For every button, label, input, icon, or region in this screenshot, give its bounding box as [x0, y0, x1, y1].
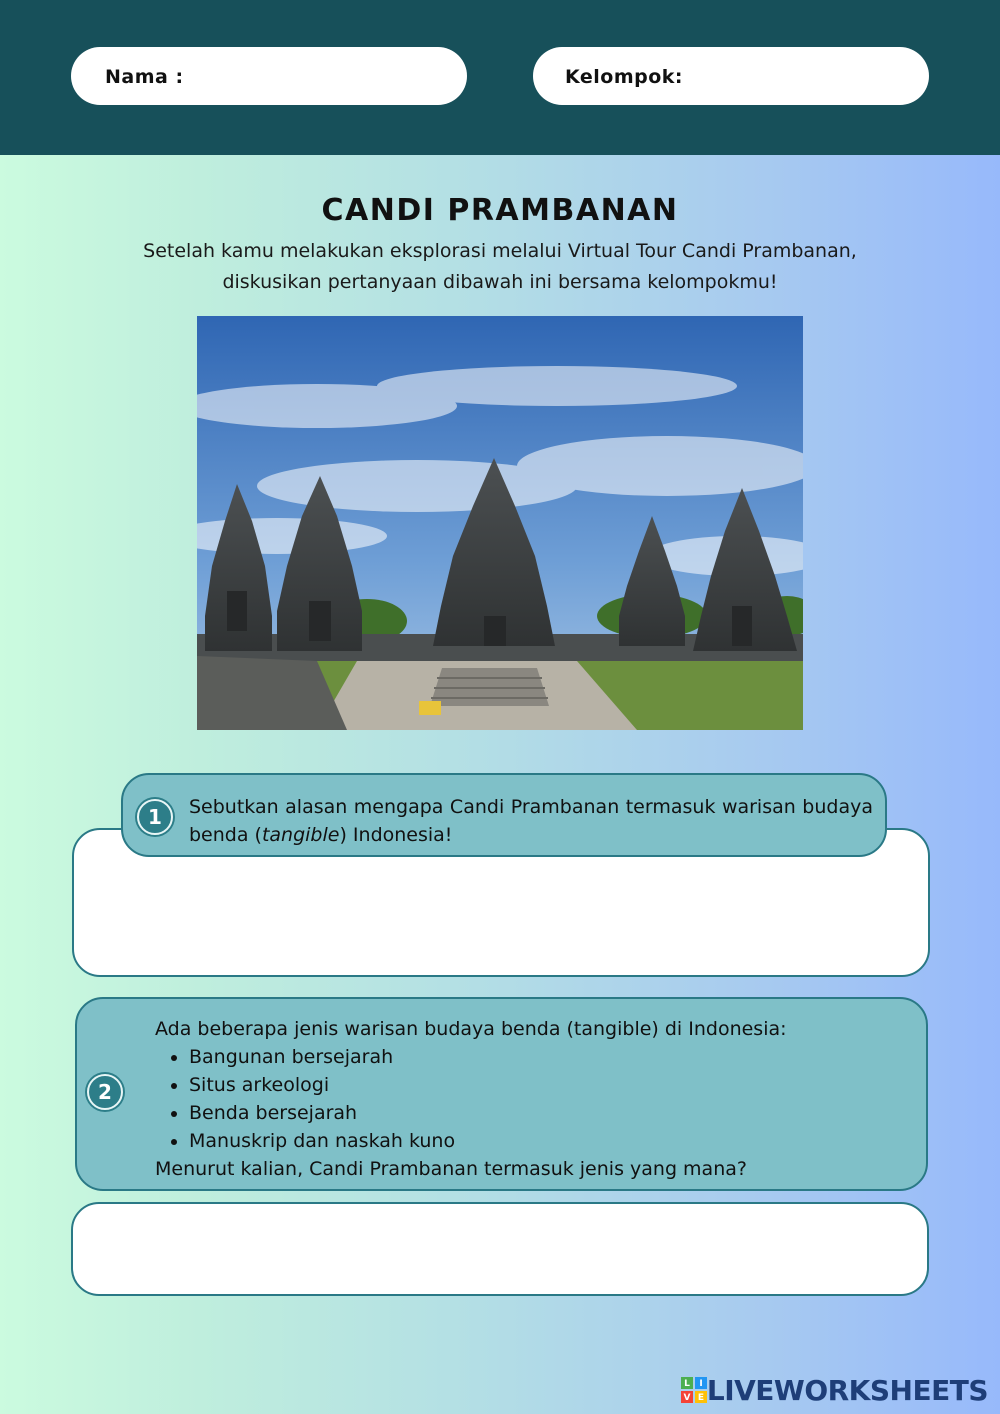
question-2-intro: Ada beberapa jenis warisan budaya benda (tangible) di Indonesia:: [155, 1018, 787, 1040]
page-title: CANDI PRAMBANAN: [321, 193, 679, 228]
logo-tiles-icon: [681, 1377, 707, 1403]
instructions-line-1: Setelah kamu melakukan eksplorasi melalui Virtual Tour Candi Prambanan,: [143, 240, 857, 262]
prambanan-temple-photo: [197, 316, 803, 730]
heritage-type-list: [155, 1043, 915, 1155]
kelompok-label: Kelompok:: [565, 66, 684, 88]
svg-text:V: V: [683, 1393, 691, 1403]
question-1-text: Sebutkan alasan mengapa Candi Prambanan termasuk warisan budaya benda (tangible) Indonesia!: [189, 796, 873, 846]
question-2-text: [155, 1015, 915, 1183]
kelompok-field[interactable]: [533, 47, 929, 105]
svg-text:I: I: [699, 1379, 703, 1389]
logo-text: LIVEWORKSHEETS: [706, 1373, 988, 1407]
header-bar: [0, 0, 1000, 155]
instructions-line-2: diskusikan pertanyaan dibawah ini bersama kelompokmu!: [222, 271, 778, 293]
question-1-box: [121, 773, 887, 857]
list-item: • Benda bersejarah: [189, 1099, 915, 1127]
list-item: • Bangunan bersejarah: [189, 1043, 915, 1071]
question-2-number-badge: 2: [87, 1074, 123, 1110]
instructions: [100, 236, 900, 298]
list-item: • Situs arkeologi: [189, 1071, 915, 1099]
question-2-box: [75, 997, 928, 1191]
nama-label: Nama :: [105, 66, 184, 88]
svg-text:E: E: [697, 1393, 704, 1403]
svg-text:L: L: [684, 1379, 690, 1389]
answer-box-2[interactable]: [71, 1202, 929, 1296]
liveworksheets-logo: [681, 1372, 988, 1408]
list-item: • Manuskrip dan naskah kuno: [189, 1127, 915, 1155]
tangible-term: tangible: [261, 824, 340, 846]
question-2-closing: Menurut kalian, Candi Prambanan termasuk jenis yang mana?: [155, 1158, 747, 1180]
question-1-number-badge: 1: [137, 799, 173, 835]
nama-field[interactable]: [71, 47, 467, 105]
